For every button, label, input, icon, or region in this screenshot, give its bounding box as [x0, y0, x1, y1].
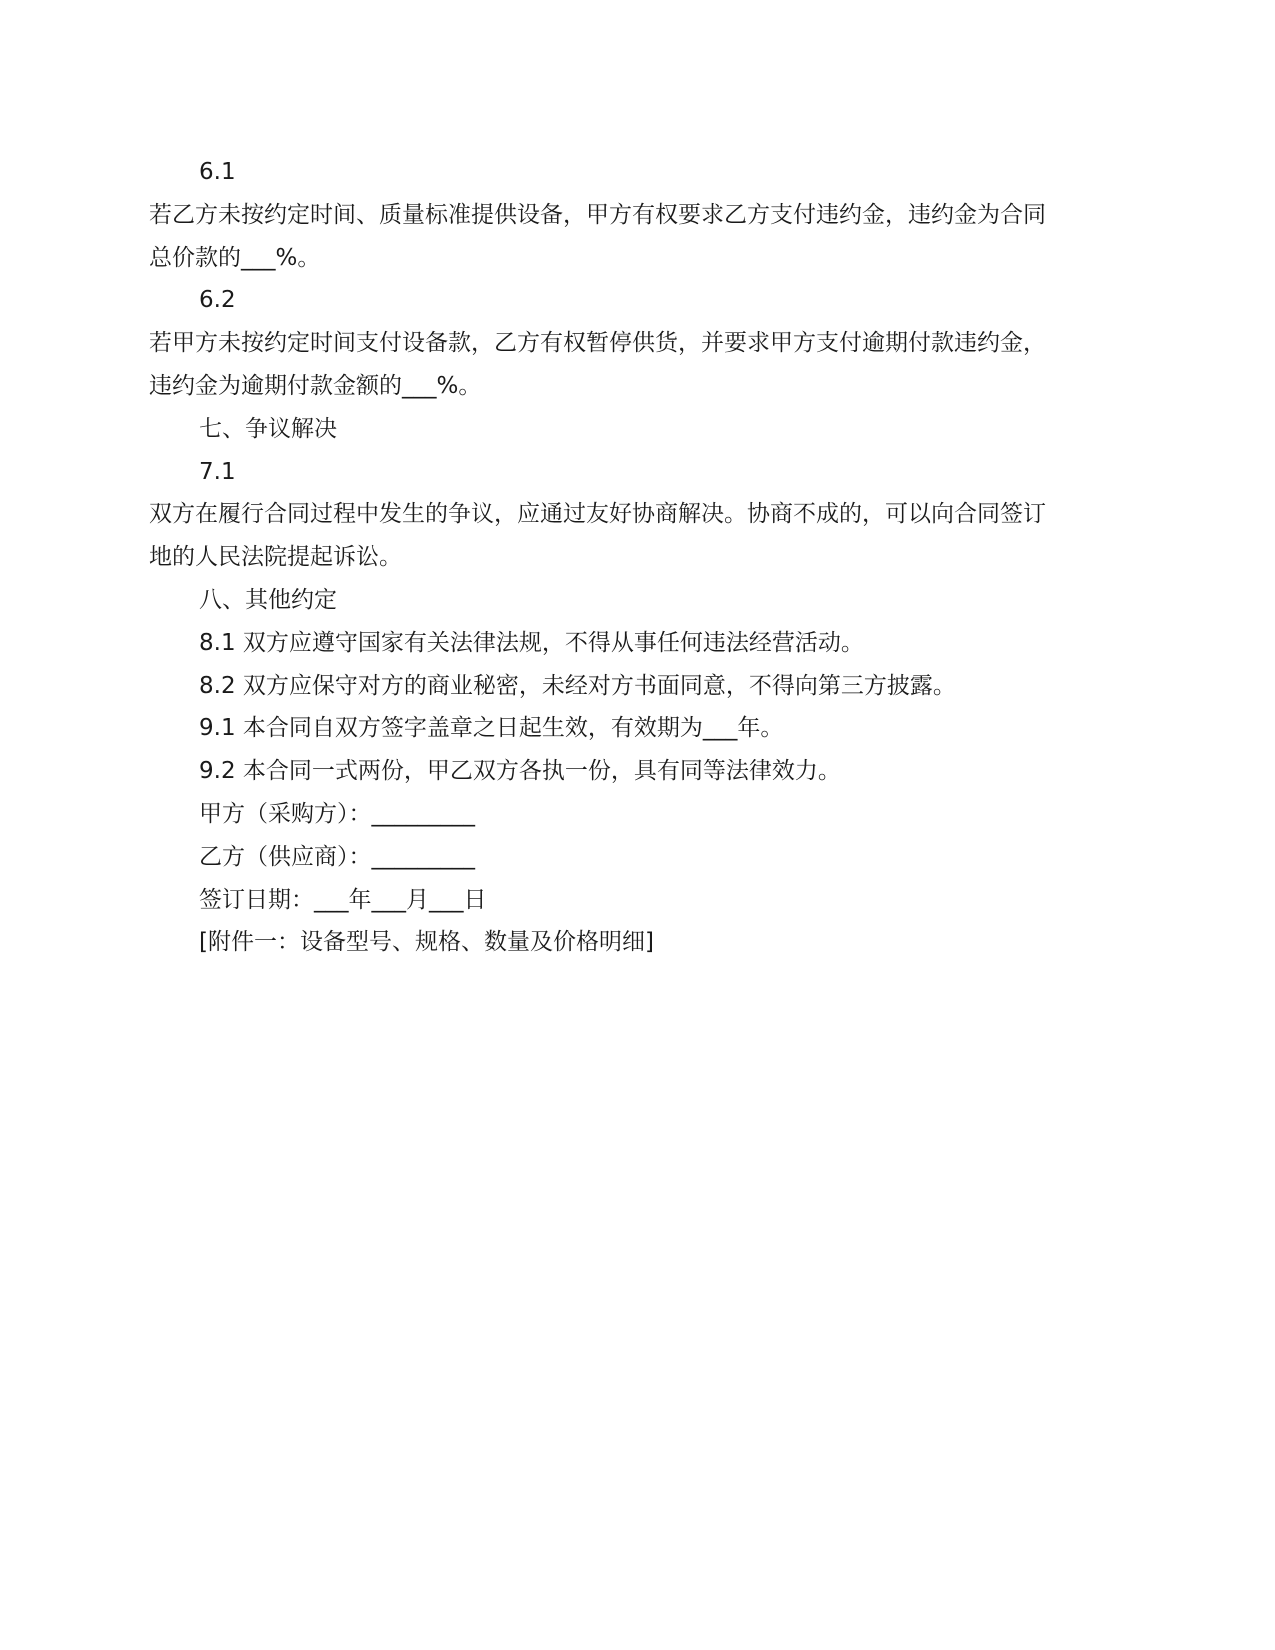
- clause-6-2-text-line-2: 违约金为逾期付款金额的___%。: [149, 372, 482, 399]
- clause-8-1: 8.1 双方应遵守国家有关法律法规，不得从事任何违法经营活动。: [199, 629, 864, 656]
- clause-7-1-text-line-1: 双方在履行合同过程中发生的争议，应通过友好协商解决。协商不成的，可以向合同签订: [149, 501, 1046, 528]
- clause-6-2-text-line-1: 若甲方未按约定时间支付设备款，乙方有权暂停供货，并要求甲方支付逾期付款违约金，: [149, 330, 1046, 357]
- clause-7-1-number: 7.1: [199, 458, 236, 485]
- attachment-note: [附件一：设备型号、规格、数量及价格明细]: [199, 929, 654, 956]
- clause-6-2-number: 6.2: [199, 287, 236, 314]
- section-7-heading: 七、争议解决: [199, 415, 337, 442]
- party-a-signature-line: 甲方（采购方）：_________: [199, 800, 475, 827]
- clause-6-1-text-line-1: 若乙方未按约定时间、质量标准提供设备，甲方有权要求乙方支付违约金，违约金为合同: [149, 201, 1046, 228]
- clause-9-1: 9.1 本合同自双方签字盖章之日起生效，有效期为___年。: [199, 715, 784, 742]
- clause-7-1-text-line-2: 地的人民法院提起诉讼。: [149, 544, 402, 571]
- clause-6-1-number: 6.1: [199, 159, 236, 185]
- clause-6-1-text-line-2: 总价款的___%。: [149, 244, 321, 271]
- clause-8-2: 8.2 双方应保守对方的商业秘密，未经对方书面同意，不得向第三方披露。: [199, 672, 956, 699]
- document-body: [149, 151, 1129, 964]
- clause-9-2: 9.2 本合同一式两份，甲乙双方各执一份，具有同等法律效力。: [199, 758, 841, 785]
- party-b-signature-line: 乙方（供应商）：_________: [199, 843, 475, 870]
- section-8-heading: 八、其他约定: [199, 586, 337, 613]
- signing-date-line: 签订日期：___年___月___日: [199, 886, 487, 913]
